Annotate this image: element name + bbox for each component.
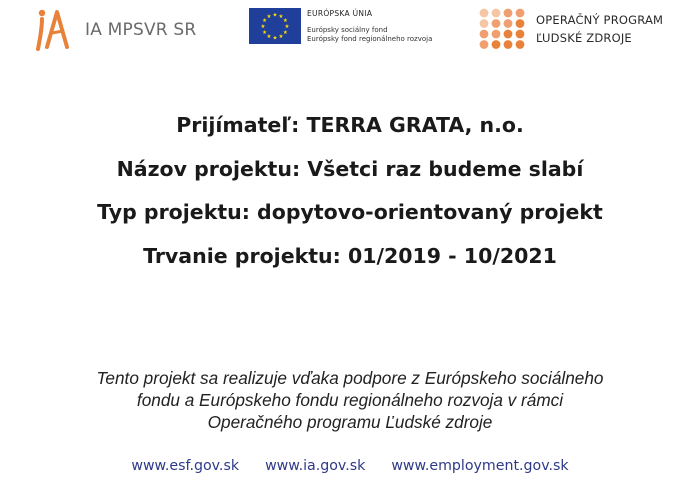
project-recipient: Prijímateľ: TERRA GRATA, n.o.	[176, 113, 524, 137]
op-dot	[480, 30, 489, 39]
eu-flag-icon	[249, 8, 301, 44]
funding-note-line: Operačného programu Ľudské zdroje	[207, 412, 493, 432]
op-dots-icon	[478, 8, 528, 50]
op-dot	[480, 40, 489, 49]
link-esf[interactable]: www.esf.gov.sk	[131, 458, 240, 474]
op-dot	[504, 30, 513, 39]
project-info	[0, 104, 700, 278]
op-dot	[492, 40, 501, 49]
ia-mark-icon	[33, 7, 73, 51]
funding-note-line: fondu a Európskeho fondu regionálneho rozvoja v rámci	[136, 390, 564, 410]
svg-text:★: ★	[266, 14, 272, 20]
svg-text:★: ★	[272, 35, 278, 42]
eu-esf-label: Európsky sociálny fond	[307, 26, 388, 34]
op-dot	[492, 9, 501, 18]
op-dot	[516, 9, 525, 18]
svg-text:★: ★	[262, 18, 268, 25]
op-dot	[504, 9, 513, 18]
svg-text:★: ★	[266, 34, 272, 40]
svg-text:★: ★	[284, 24, 290, 30]
svg-text:★: ★	[282, 18, 288, 25]
svg-text:★: ★	[282, 29, 288, 36]
footer-links	[0, 458, 700, 474]
op-ludske-zdroje-logo	[478, 8, 678, 50]
svg-text:★: ★	[278, 34, 284, 40]
link-ia[interactable]: www.ia.gov.sk	[265, 458, 366, 474]
project-duration: Trvanie projektu: 01/2019 - 10/2021	[143, 243, 557, 268]
op-dot	[516, 30, 525, 39]
op-title-line1: OPERAČNÝ PROGRAM	[536, 13, 664, 27]
link-employment[interactable]: www.employment.gov.sk	[391, 458, 569, 474]
op-title-line2: ĽUDSKÉ ZDROJE	[536, 31, 632, 45]
op-dot	[516, 19, 525, 28]
eu-erdf-label: Európsky fond regionálneho rozvoja	[307, 35, 433, 43]
op-dot	[504, 40, 513, 49]
eu-title: EURÓPSKA ÚNIA	[307, 9, 373, 18]
op-dot	[504, 19, 513, 28]
eu-logo	[249, 8, 439, 48]
op-dot	[480, 9, 489, 18]
op-dot	[516, 40, 525, 49]
project-name: Názov projektu: Všetci raz budeme slabí	[116, 156, 584, 181]
project-type: Typ projektu: dopytovo-orientovaný projekt	[97, 200, 603, 224]
svg-text:★: ★	[278, 14, 284, 20]
ia-logo-text: IA MPSVR SR	[85, 20, 197, 40]
funding-note-line: Tento projekt sa realizuje vďaka podpore z Európskeho sociálneho	[96, 368, 604, 388]
logo-bar	[0, 0, 700, 60]
svg-text:★: ★	[262, 29, 268, 36]
op-dot	[492, 30, 501, 39]
svg-text:★: ★	[260, 24, 266, 30]
op-dot	[492, 19, 501, 28]
svg-text:★: ★	[272, 12, 278, 19]
funding-note	[0, 367, 700, 433]
op-dot	[480, 19, 489, 28]
